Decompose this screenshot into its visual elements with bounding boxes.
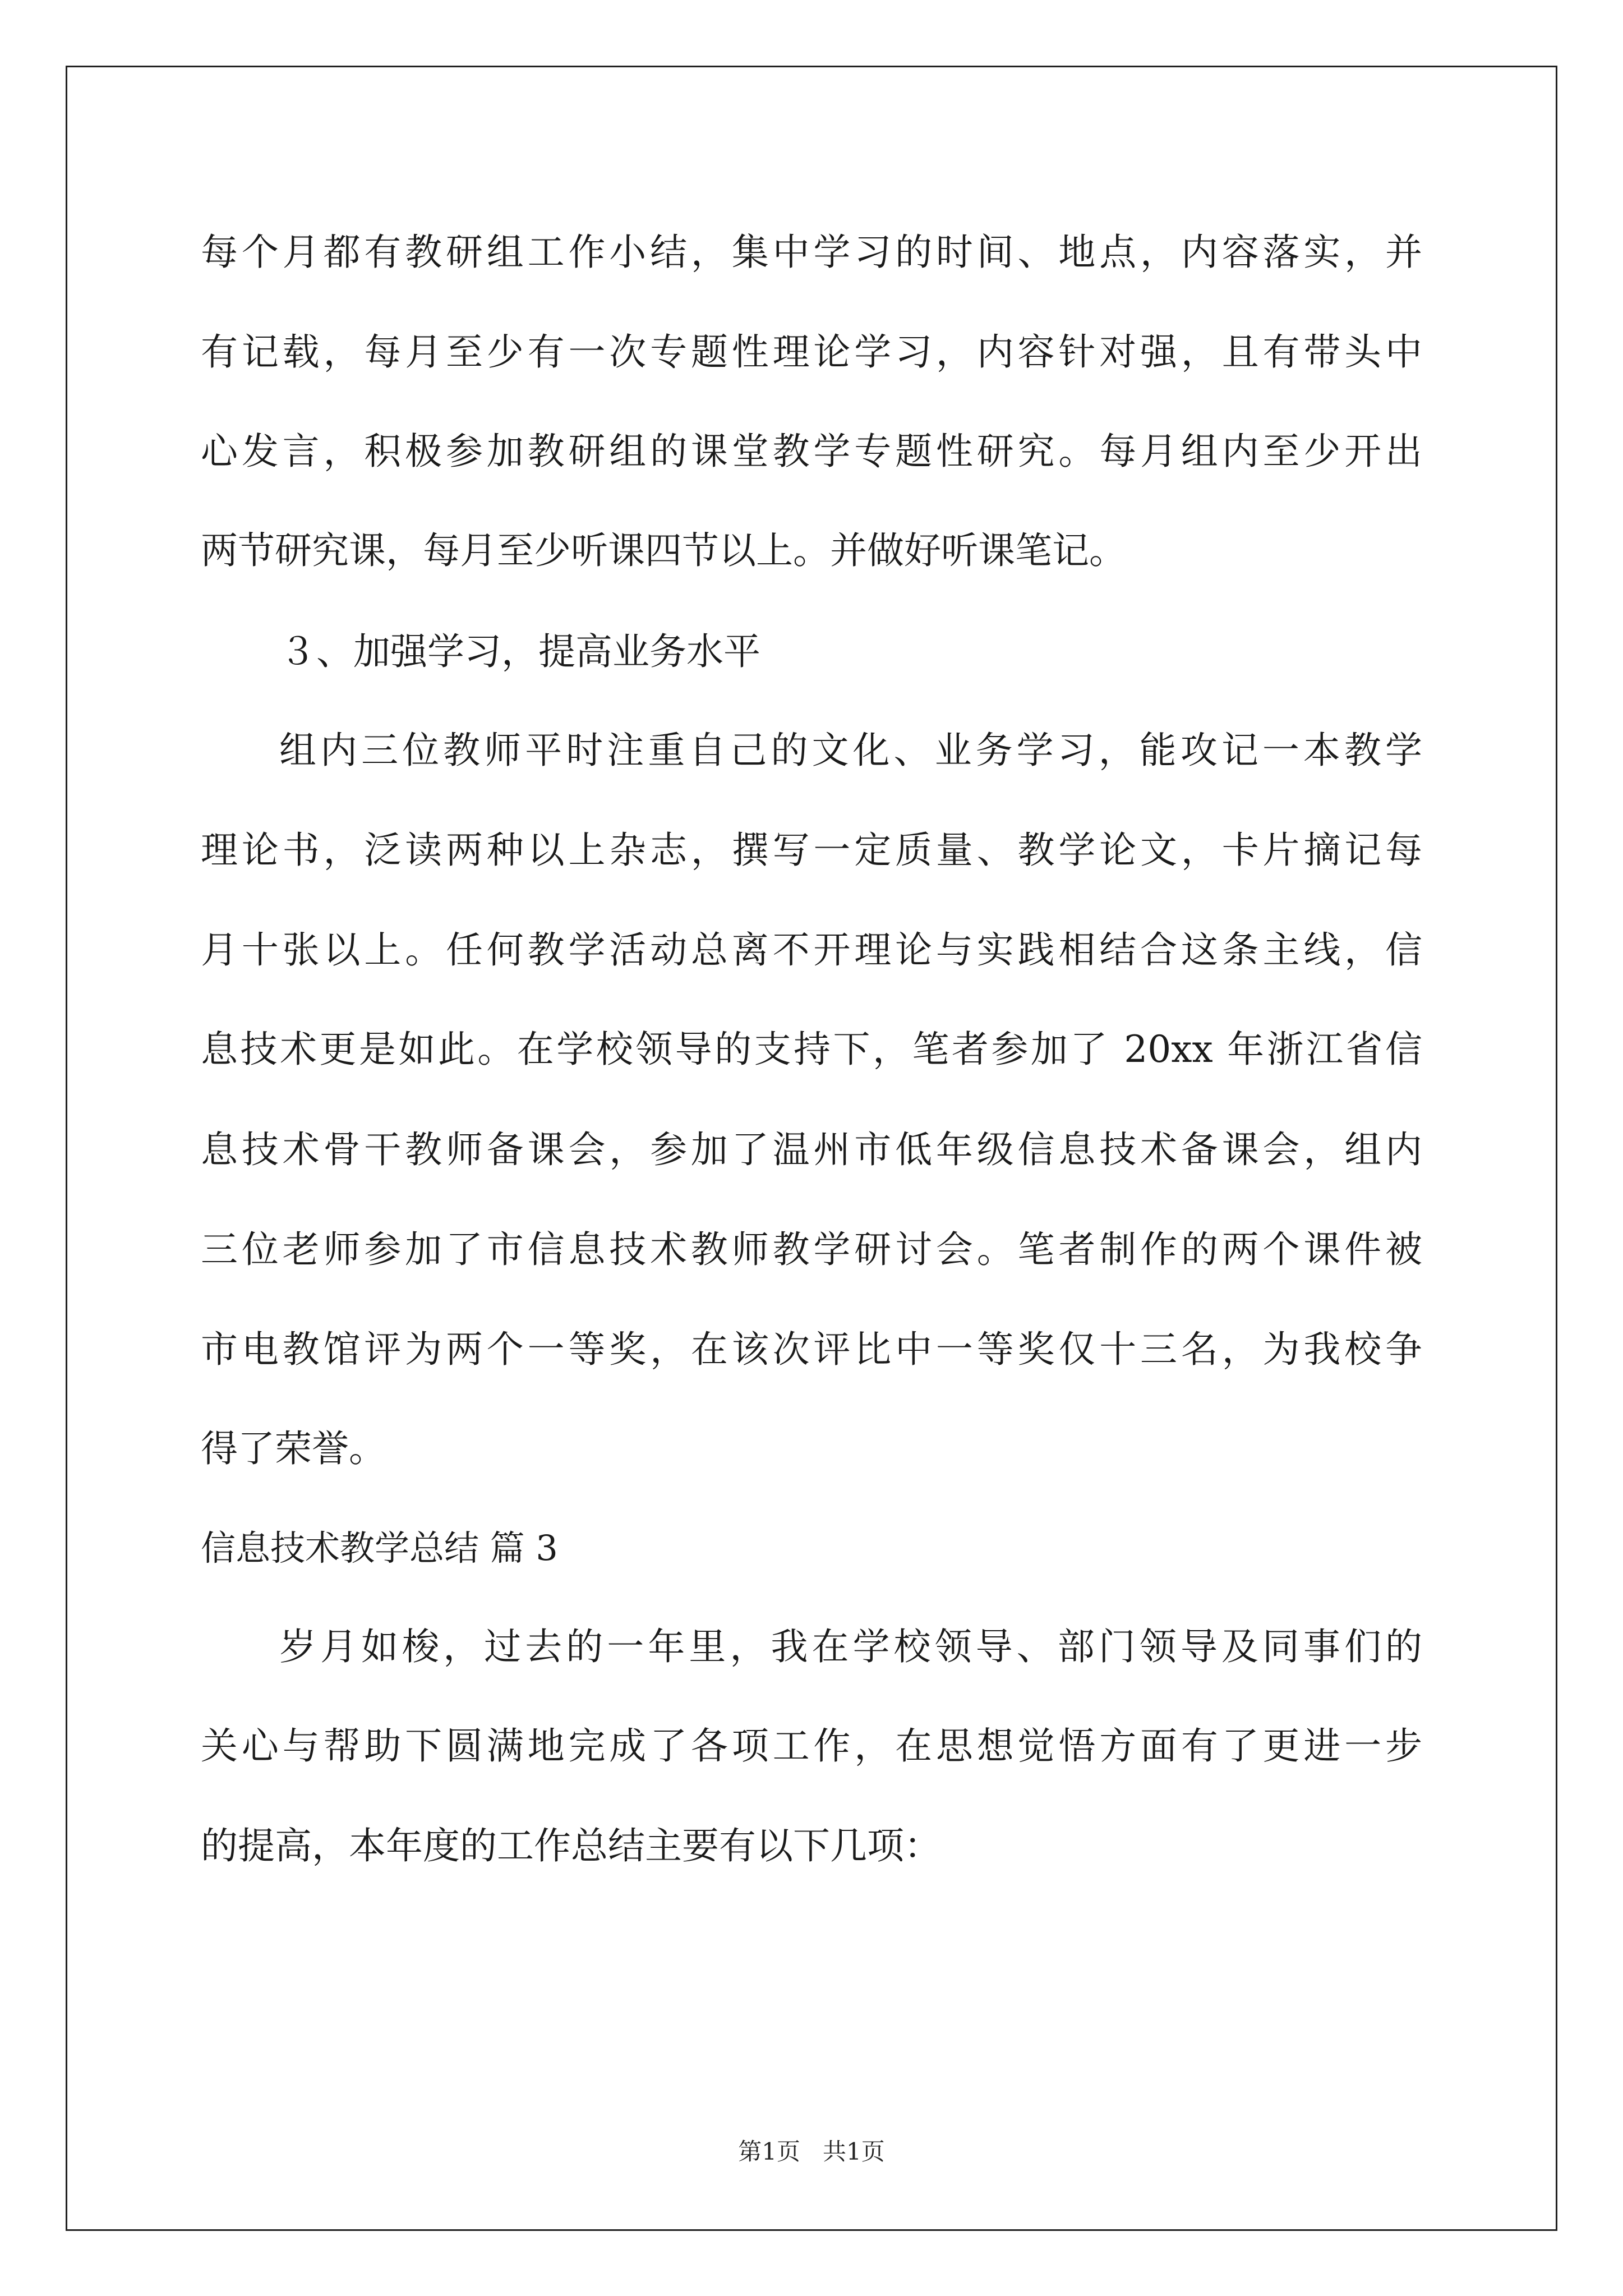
section-heading: ３、加强学习，提高业务水平 bbox=[279, 630, 760, 673]
page-footer bbox=[0, 2135, 1623, 2169]
paragraph-line: 的提高，本年度的工作总结主要有以下几项： bbox=[201, 1824, 941, 1867]
article-title: 信息技术教学总结 篇 3 bbox=[201, 1527, 558, 1568]
paragraph-line: 月十张以上。任何教学活动总离不开理论与实践相结合这条主线，信 bbox=[201, 928, 1422, 972]
page-number: 第1页 共1页 bbox=[738, 2138, 885, 2165]
paragraph-line: 每个月都有教研组工作小结，集中学习的时间、地点，内容落实，并 bbox=[201, 231, 1422, 274]
paragraph-line: 岁月如梭，过去的一年里，我在学校领导、部门领导及同事们的 bbox=[279, 1625, 1422, 1668]
paragraph-line: 有记载，每月至少有一次专题性理论学习，内容针对强，且有带头中 bbox=[201, 330, 1422, 374]
paragraph-line: 息技术骨干教师备课会，参加了温州市低年级信息技术备课会，组内 bbox=[201, 1128, 1422, 1171]
paragraph-line: 理论书，泛读两种以上杂志，撰写一定质量、教学论文，卡片摘记每 bbox=[201, 829, 1422, 872]
paragraph-line: 组内三位教师平时注重自己的文化、业务学习，能攻记一本教学 bbox=[279, 729, 1422, 772]
paragraph-line: 心发言，积极参加教研组的课堂教学专题性研究。每月组内至少开出 bbox=[201, 430, 1422, 473]
paragraph-line: 三位老师参加了市信息技术教师教学研讨会。笔者制作的两个课件被 bbox=[201, 1228, 1422, 1271]
paragraph-line: 两节研究课，每月至少听课四节以上。并做好听课笔记。 bbox=[201, 529, 1126, 572]
paragraph-line: 关心与帮助下圆满地完成了各项工作，在思想觉悟方面有了更进一步 bbox=[201, 1724, 1422, 1768]
paragraph-line: 得了荣誉。 bbox=[201, 1427, 386, 1470]
paragraph-line: 市电教馆评为两个一等奖，在该次评比中一等奖仅十三名，为我校争 bbox=[201, 1328, 1422, 1371]
paragraph-line: 息技术更是如此。在学校领导的支持下，笔者参加了 20xx 年浙江省信 bbox=[201, 1028, 1422, 1071]
